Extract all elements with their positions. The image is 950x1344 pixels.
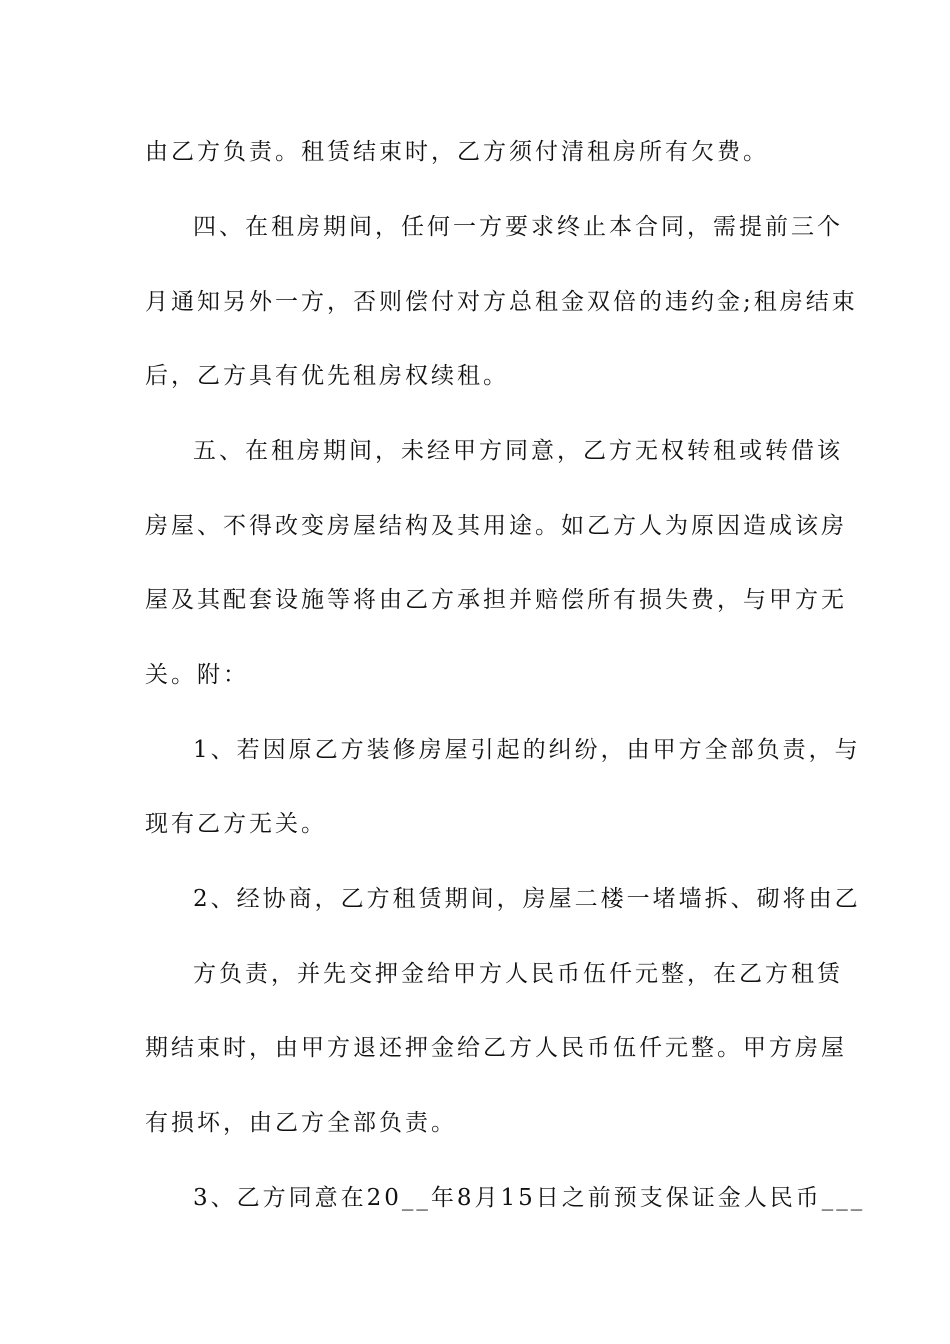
text-line: 关。附： [145,662,249,688]
text-line: 四、在租房期间，任何一方要求终止本合同，需提前三个 [193,214,843,240]
text-line: 五、在租房期间，未经甲方同意，乙方无权转租或转借该 [193,438,843,464]
text-line: 2、经协商，乙方租赁期间，房屋二楼一堵墙拆、砌将由乙 [193,886,861,912]
text-line: 现有乙方无关。 [145,811,327,837]
text-line: 月通知另外一方，否则偿付对方总租金双倍的违约金;租房结束 [145,289,858,315]
text-line: 1、若因原乙方装修房屋引起的纠纷，由甲方全部负责，与 [193,737,861,763]
text-line: 有损坏，由乙方全部负责。 [145,1110,457,1136]
text-line: 3、乙方同意在20__年8月15日之前预支保证金人民币___ [193,1185,866,1211]
text-line: 期结束时，由甲方退还押金给乙方人民币伍仟元整。甲方房屋 [145,1035,847,1061]
text-line: 屋及其配套设施等将由乙方承担并赔偿所有损失费，与甲方无 [145,587,847,613]
text-line: 房屋、不得改变房屋结构及其用途。如乙方人为原因造成该房 [145,513,847,539]
text-line: 后，乙方具有优先租房权续租。 [145,363,509,389]
text-line: 由乙方负责。租赁结束时，乙方须付清租房所有欠费。 [145,139,769,165]
text-line: 方负责，并先交押金给甲方人民币伍仟元整，在乙方租赁 [193,961,843,987]
